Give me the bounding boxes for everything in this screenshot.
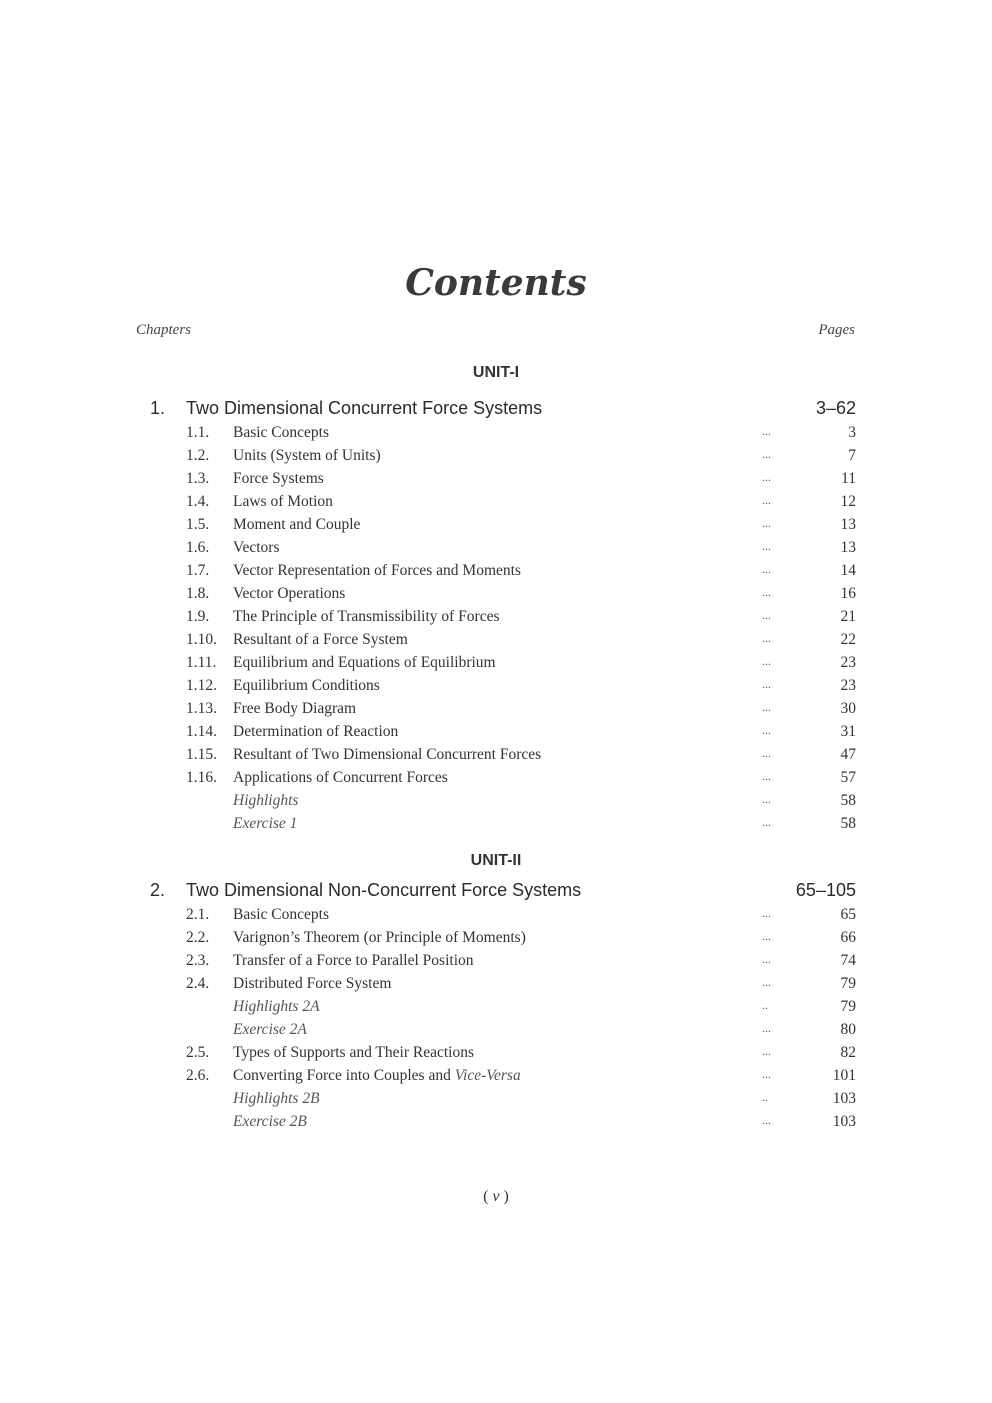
section-entry[interactable] — [186, 1065, 856, 1088]
unit-heading: UNIT-II — [470, 852, 522, 869]
section-entry[interactable] — [186, 652, 856, 675]
pages-column-header: Pages — [818, 322, 855, 338]
section-entry[interactable] — [186, 537, 856, 560]
section-title — [233, 608, 500, 626]
section-title — [233, 1021, 307, 1039]
section-page: 58 — [840, 792, 856, 809]
leader-dots: ... — [762, 952, 771, 966]
section-title — [233, 493, 333, 511]
section-title-text: Varignon’s Theorem (or Principle of Moments) — [233, 929, 526, 946]
section-number: 1.2. — [186, 447, 210, 464]
section-page: 80 — [840, 1021, 856, 1038]
leader-dots: ... — [762, 470, 771, 484]
section-page: 31 — [840, 723, 856, 740]
section-number: 2.5. — [186, 1044, 210, 1061]
leader-dots: ... — [762, 723, 771, 737]
leader-dots: .. — [762, 998, 768, 1012]
section-title-italic: Vice-Versa — [454, 1067, 521, 1084]
section-title — [233, 1044, 474, 1062]
section-entry[interactable] — [186, 445, 856, 468]
section-title — [233, 1090, 320, 1108]
section-page: 79 — [840, 975, 856, 992]
section-title — [233, 631, 408, 649]
section-title-text: Equilibrium and Equations of Equilibrium — [233, 654, 496, 671]
section-page: 47 — [840, 746, 856, 763]
section-entry[interactable] — [186, 606, 856, 629]
leader-dots: .. — [762, 1090, 768, 1104]
section-title — [233, 539, 280, 557]
section-entry[interactable] — [186, 629, 856, 652]
section-title — [233, 929, 526, 947]
section-title-text: Applications of Concurrent Forces — [233, 769, 448, 786]
section-title — [233, 654, 496, 672]
leader-dots: ... — [762, 654, 771, 668]
section-entry[interactable] — [186, 422, 856, 445]
leader-dots: ... — [762, 929, 771, 943]
section-list — [186, 904, 856, 1134]
section-title — [233, 975, 391, 993]
section-title — [233, 424, 329, 442]
section-entry[interactable] — [186, 744, 856, 767]
section-page: 58 — [840, 815, 856, 832]
section-entry[interactable] — [186, 927, 856, 950]
section-number: 1.13. — [186, 700, 217, 717]
leader-dots: ... — [762, 1044, 771, 1058]
section-number: 1.9. — [186, 608, 210, 625]
section-title-text: Determination of Reaction — [233, 723, 399, 740]
section-entry[interactable] — [186, 767, 856, 790]
section-entry[interactable] — [186, 1019, 856, 1042]
section-title-text: Types of Supports and Their Reactions — [233, 1044, 474, 1061]
section-title-text: Vector Representation of Forces and Moments — [233, 562, 521, 579]
section-entry[interactable] — [186, 1042, 856, 1065]
leader-dots: ... — [762, 746, 771, 760]
leader-dots: ... — [762, 792, 771, 806]
section-page: 7 — [848, 447, 856, 464]
section-title — [233, 562, 521, 580]
section-entry[interactable] — [186, 996, 856, 1019]
chapter-number: 2. — [150, 880, 166, 900]
section-title-text: Resultant of Two Dimensional Concurrent Forces — [233, 746, 542, 763]
section-number: 1.3. — [186, 470, 210, 487]
section-number: 2.6. — [186, 1067, 210, 1084]
section-page: 103 — [832, 1090, 856, 1107]
section-entry[interactable] — [186, 583, 856, 606]
section-number: 2.2. — [186, 929, 210, 946]
leader-dots: ... — [762, 815, 771, 829]
section-title — [233, 815, 297, 833]
section-title-text: Highlights 2A — [233, 998, 320, 1015]
section-entry[interactable] — [186, 514, 856, 537]
section-page: 79 — [840, 998, 856, 1015]
section-entry[interactable] — [186, 698, 856, 721]
leader-dots: ... — [762, 906, 771, 920]
folio-paren-open: ( — [483, 1188, 493, 1205]
section-entry[interactable] — [186, 790, 856, 813]
section-title-text: Transfer of a Force to Parallel Position — [233, 952, 474, 969]
section-title-text: Distributed Force System — [233, 975, 392, 992]
section-entry[interactable] — [186, 560, 856, 583]
section-page: 13 — [840, 539, 856, 556]
section-entry[interactable] — [186, 468, 856, 491]
section-title — [233, 1113, 307, 1131]
section-title — [233, 952, 474, 970]
section-title-text: Highlights 2B — [233, 1090, 320, 1107]
section-number: 1.5. — [186, 516, 210, 533]
section-title-text: Exercise 1 — [233, 815, 298, 832]
chapter-entry[interactable] — [150, 880, 856, 902]
section-number: 2.3. — [186, 952, 210, 969]
section-list — [186, 422, 856, 836]
section-page: 11 — [841, 470, 856, 487]
section-title — [233, 906, 329, 924]
section-number: 1.4. — [186, 493, 210, 510]
section-entry[interactable] — [186, 813, 856, 836]
section-page: 3 — [848, 424, 856, 441]
section-title-text: Free Body Diagram — [233, 700, 357, 717]
section-page: 103 — [832, 1113, 856, 1130]
section-title-text: Laws of Motion — [233, 493, 333, 510]
section-title — [233, 723, 398, 741]
section-title-text: The Principle of Transmissibility of Forces — [233, 608, 500, 625]
page-title: Contents — [405, 262, 587, 304]
section-number: 1.15. — [186, 746, 217, 763]
section-title — [233, 700, 356, 718]
chapter-entry[interactable] — [150, 398, 856, 420]
leader-dots: ... — [762, 493, 771, 507]
page-folio — [0, 1188, 992, 1206]
leader-dots: ... — [762, 539, 771, 553]
leader-dots: ... — [762, 631, 771, 645]
section-title — [233, 470, 324, 488]
section-number: 1.14. — [186, 723, 217, 740]
section-title — [233, 585, 345, 603]
section-entry[interactable] — [186, 1088, 856, 1111]
section-entry[interactable] — [186, 491, 856, 514]
chapters-column-header: Chapters — [136, 322, 192, 338]
section-title-text: Units (System of Units) — [233, 447, 381, 464]
section-number: 1.7. — [186, 562, 210, 579]
section-title-text: Vector Operations — [233, 585, 346, 602]
section-page: 66 — [840, 929, 856, 946]
section-page: 74 — [840, 952, 856, 969]
section-number: 1.8. — [186, 585, 210, 602]
section-number: 2.4. — [186, 975, 210, 992]
section-entry[interactable] — [186, 675, 856, 698]
section-number: 1.16. — [186, 769, 217, 786]
section-page: 57 — [840, 769, 856, 786]
section-title-text: Resultant of a Force System — [233, 631, 408, 648]
section-number: 1.6. — [186, 539, 210, 556]
section-title — [233, 1067, 521, 1085]
chapter-title: Two Dimensional Non-Concurrent Force Systems — [186, 880, 582, 900]
section-title — [233, 746, 541, 764]
section-page: 12 — [840, 493, 856, 510]
chapter-pages: 65–105 — [795, 880, 856, 900]
section-title — [233, 792, 298, 810]
section-entry[interactable] — [186, 904, 856, 927]
leader-dots: ... — [762, 769, 771, 783]
chapter-pages: 3–62 — [815, 398, 856, 418]
section-title-text: Equilibrium Conditions — [233, 677, 380, 694]
leader-dots: ... — [762, 424, 771, 438]
leader-dots: ... — [762, 677, 771, 691]
section-page: 82 — [840, 1044, 856, 1061]
leader-dots: ... — [762, 975, 771, 989]
leader-dots: ... — [762, 1113, 771, 1127]
section-title — [233, 998, 320, 1016]
section-title-text: Exercise 2A — [233, 1021, 307, 1038]
section-page: 14 — [840, 562, 856, 579]
section-title — [233, 677, 380, 695]
section-entry[interactable] — [186, 1111, 856, 1134]
section-page: 23 — [840, 677, 856, 694]
section-title — [233, 769, 448, 787]
section-title-text: Vectors — [233, 539, 280, 556]
section-title-text: Highlights — [233, 792, 299, 809]
leader-dots: ... — [762, 1067, 771, 1081]
section-page: 101 — [832, 1067, 856, 1084]
section-page: 21 — [840, 608, 856, 625]
folio-numeral: v — [492, 1188, 500, 1205]
section-title — [233, 447, 381, 465]
leader-dots: ... — [762, 585, 771, 599]
section-title-text: Basic Concepts — [233, 424, 329, 441]
section-page: 30 — [840, 700, 856, 717]
section-number: 1.1. — [186, 424, 210, 441]
section-entry[interactable] — [186, 973, 856, 996]
leader-dots: ... — [762, 562, 771, 576]
unit-heading: UNIT-I — [472, 364, 520, 381]
chapter-title: Two Dimensional Concurrent Force Systems — [186, 398, 543, 418]
section-title-text: Force Systems — [233, 470, 324, 487]
leader-dots: ... — [762, 516, 771, 530]
section-number: 2.1. — [186, 906, 210, 923]
section-page: 23 — [840, 654, 856, 671]
section-number: 1.12. — [186, 677, 217, 694]
folio-paren-close: ) — [499, 1188, 509, 1205]
leader-dots: ... — [762, 700, 771, 714]
section-number: 1.11. — [186, 654, 217, 671]
chapter-number: 1. — [150, 398, 166, 418]
section-number: 1.10. — [186, 631, 217, 648]
section-entry[interactable] — [186, 721, 856, 744]
section-entry[interactable] — [186, 950, 856, 973]
section-page: 65 — [840, 906, 856, 923]
leader-dots: ... — [762, 447, 771, 461]
leader-dots: ... — [762, 1021, 771, 1035]
section-page: 16 — [840, 585, 856, 602]
section-title-text: Basic Concepts — [233, 906, 329, 923]
section-title-text: Exercise 2B — [233, 1113, 307, 1130]
leader-dots: ... — [762, 608, 771, 622]
section-title — [233, 516, 360, 534]
section-page: 13 — [840, 516, 856, 533]
section-title-text: Converting Force into Couples and — [233, 1067, 455, 1084]
section-title-text: Moment and Couple — [233, 516, 361, 533]
section-page: 22 — [840, 631, 856, 648]
